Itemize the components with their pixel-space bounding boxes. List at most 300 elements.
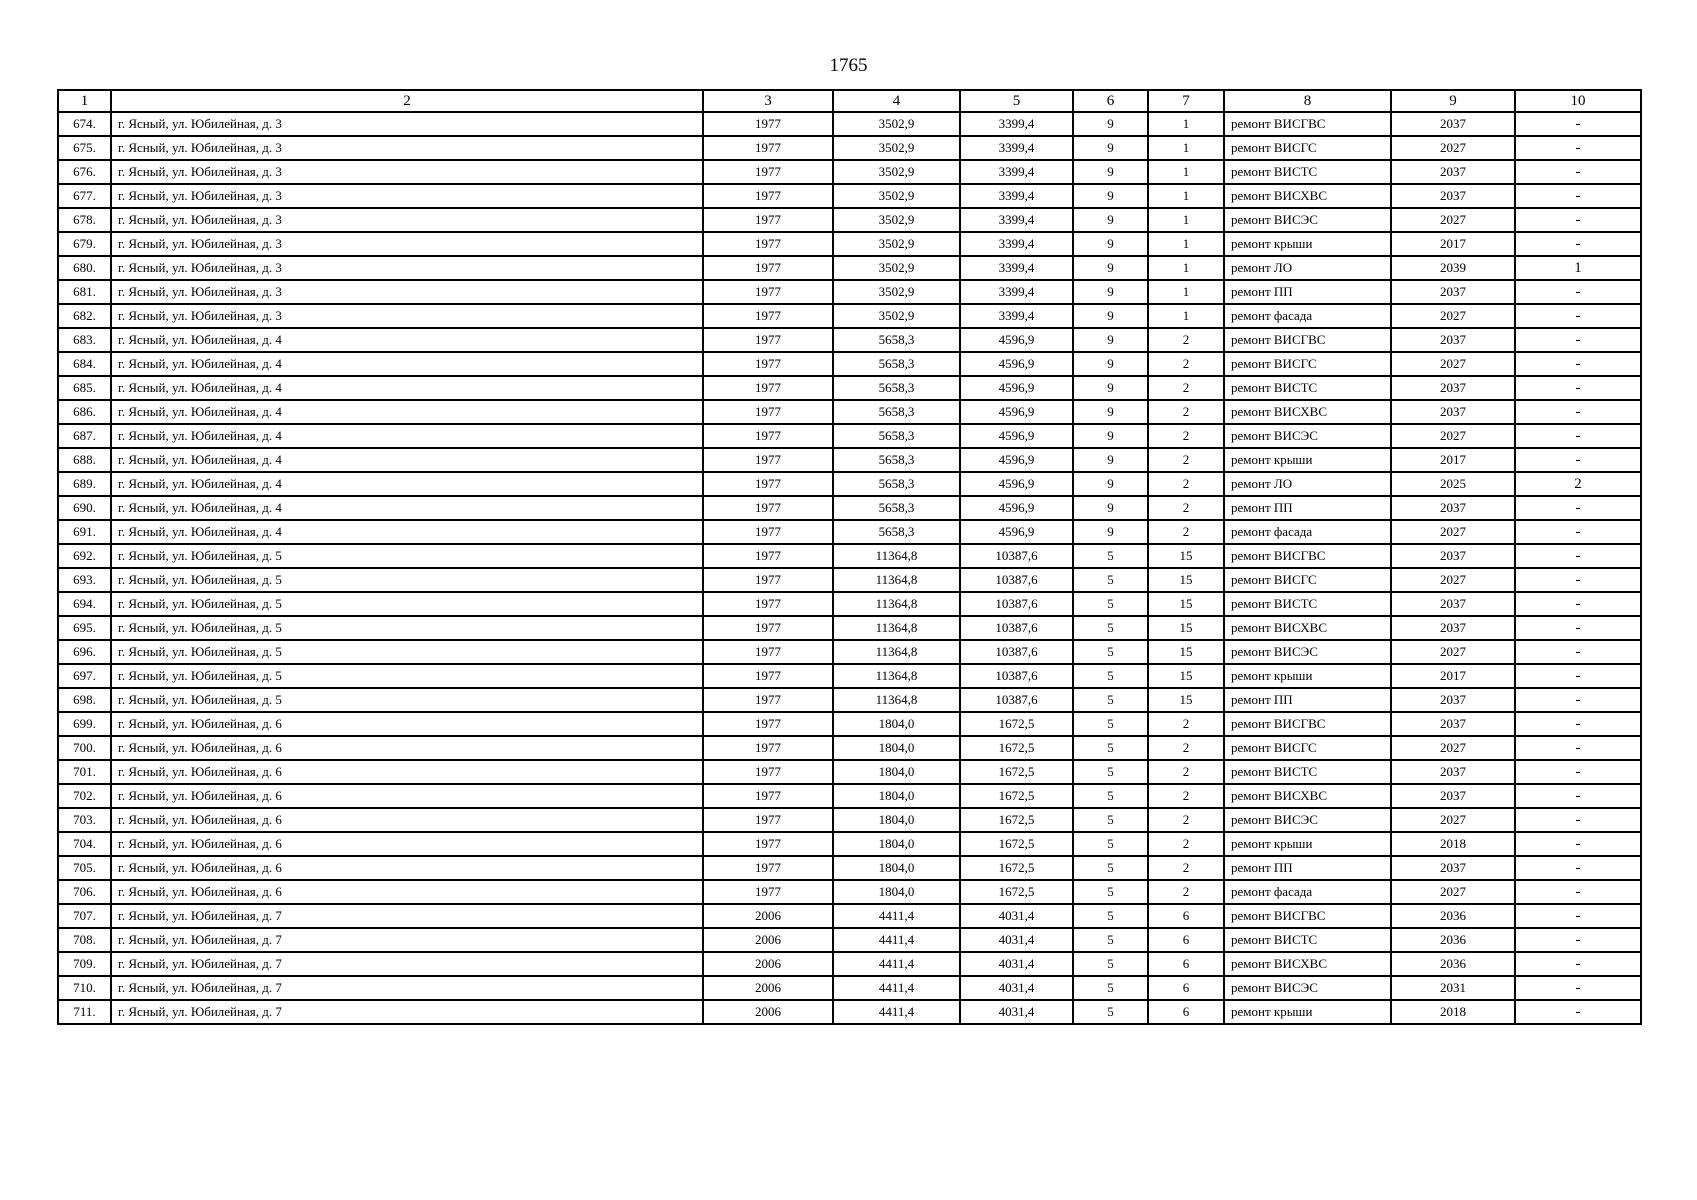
year-cell: 1977 (703, 496, 833, 520)
planned-year-cell: 2027 (1391, 808, 1515, 832)
count-cell: 1 (1515, 256, 1641, 280)
repair-schedule-table (57, 89, 1642, 1025)
planned-year-cell: 2037 (1391, 112, 1515, 136)
row-number-cell: 696. (58, 640, 111, 664)
row-number-cell: 688. (58, 448, 111, 472)
year-cell: 2006 (703, 976, 833, 1000)
count-cell: - (1515, 448, 1641, 472)
year-cell: 1977 (703, 592, 833, 616)
entrances-cell: 15 (1148, 592, 1224, 616)
total-area-cell: 4411,4 (833, 976, 960, 1000)
row-number-cell: 682. (58, 304, 111, 328)
column-header: 9 (1391, 90, 1515, 112)
address-cell: г. Ясный, ул. Юбилейная, д. 7 (111, 928, 703, 952)
total-area-cell: 11364,8 (833, 640, 960, 664)
living-area-cell: 3399,4 (960, 160, 1073, 184)
entrances-cell: 15 (1148, 688, 1224, 712)
column-header: 8 (1224, 90, 1391, 112)
address-cell: г. Ясный, ул. Юбилейная, д. 4 (111, 472, 703, 496)
entrances-cell: 1 (1148, 136, 1224, 160)
work-type-cell: ремонт ПП (1224, 688, 1391, 712)
living-area-cell: 4596,9 (960, 472, 1073, 496)
year-cell: 1977 (703, 304, 833, 328)
work-type-cell: ремонт ВИСХВС (1224, 184, 1391, 208)
count-cell: - (1515, 784, 1641, 808)
year-cell: 1977 (703, 352, 833, 376)
year-cell: 1977 (703, 376, 833, 400)
table-row (58, 256, 1641, 280)
count-cell: - (1515, 496, 1641, 520)
total-area-cell: 3502,9 (833, 256, 960, 280)
entrances-cell: 2 (1148, 784, 1224, 808)
row-number-cell: 678. (58, 208, 111, 232)
table-row (58, 832, 1641, 856)
total-area-cell: 5658,3 (833, 400, 960, 424)
work-type-cell: ремонт ВИСГВС (1224, 904, 1391, 928)
floors-cell: 5 (1073, 784, 1148, 808)
column-header: 4 (833, 90, 960, 112)
floors-cell: 5 (1073, 904, 1148, 928)
column-header: 6 (1073, 90, 1148, 112)
living-area-cell: 4596,9 (960, 448, 1073, 472)
work-type-cell: ремонт ВИСГВС (1224, 328, 1391, 352)
living-area-cell: 1672,5 (960, 712, 1073, 736)
planned-year-cell: 2037 (1391, 616, 1515, 640)
floors-cell: 9 (1073, 472, 1148, 496)
year-cell: 1977 (703, 448, 833, 472)
year-cell: 1977 (703, 712, 833, 736)
living-area-cell: 1672,5 (960, 760, 1073, 784)
count-cell: - (1515, 208, 1641, 232)
planned-year-cell: 2037 (1391, 376, 1515, 400)
total-area-cell: 5658,3 (833, 448, 960, 472)
entrances-cell: 2 (1148, 424, 1224, 448)
planned-year-cell: 2027 (1391, 208, 1515, 232)
row-number-cell: 676. (58, 160, 111, 184)
total-area-cell: 1804,0 (833, 760, 960, 784)
total-area-cell: 4411,4 (833, 1000, 960, 1024)
count-cell: - (1515, 712, 1641, 736)
table-row (58, 424, 1641, 448)
entrances-cell: 6 (1148, 1000, 1224, 1024)
year-cell: 1977 (703, 184, 833, 208)
year-cell: 1977 (703, 568, 833, 592)
entrances-cell: 1 (1148, 112, 1224, 136)
work-type-cell: ремонт ВИСГВС (1224, 112, 1391, 136)
entrances-cell: 15 (1148, 568, 1224, 592)
table-row (58, 616, 1641, 640)
address-cell: г. Ясный, ул. Юбилейная, д. 6 (111, 832, 703, 856)
column-header: 3 (703, 90, 833, 112)
work-type-cell: ремонт ВИСТС (1224, 160, 1391, 184)
floors-cell: 9 (1073, 112, 1148, 136)
planned-year-cell: 2037 (1391, 712, 1515, 736)
living-area-cell: 10387,6 (960, 664, 1073, 688)
year-cell: 2006 (703, 952, 833, 976)
planned-year-cell: 2027 (1391, 640, 1515, 664)
planned-year-cell: 2037 (1391, 328, 1515, 352)
work-type-cell: ремонт ПП (1224, 496, 1391, 520)
floors-cell: 9 (1073, 184, 1148, 208)
living-area-cell: 3399,4 (960, 232, 1073, 256)
count-cell: - (1515, 280, 1641, 304)
year-cell: 1977 (703, 280, 833, 304)
floors-cell: 9 (1073, 328, 1148, 352)
floors-cell: 9 (1073, 352, 1148, 376)
table-row (58, 568, 1641, 592)
floors-cell: 5 (1073, 928, 1148, 952)
living-area-cell: 4031,4 (960, 904, 1073, 928)
floors-cell: 9 (1073, 448, 1148, 472)
year-cell: 1977 (703, 808, 833, 832)
row-number-cell: 691. (58, 520, 111, 544)
living-area-cell: 3399,4 (960, 256, 1073, 280)
planned-year-cell: 2037 (1391, 496, 1515, 520)
entrances-cell: 2 (1148, 880, 1224, 904)
planned-year-cell: 2037 (1391, 856, 1515, 880)
row-number-cell: 677. (58, 184, 111, 208)
living-area-cell: 3399,4 (960, 304, 1073, 328)
address-cell: г. Ясный, ул. Юбилейная, д. 4 (111, 520, 703, 544)
floors-cell: 5 (1073, 1000, 1148, 1024)
total-area-cell: 4411,4 (833, 928, 960, 952)
planned-year-cell: 2017 (1391, 664, 1515, 688)
floors-cell: 5 (1073, 640, 1148, 664)
total-area-cell: 11364,8 (833, 544, 960, 568)
work-type-cell: ремонт ВИСГС (1224, 736, 1391, 760)
table-row (58, 232, 1641, 256)
table-row (58, 664, 1641, 688)
address-cell: г. Ясный, ул. Юбилейная, д. 5 (111, 664, 703, 688)
row-number-cell: 701. (58, 760, 111, 784)
planned-year-cell: 2017 (1391, 232, 1515, 256)
row-number-cell: 699. (58, 712, 111, 736)
work-type-cell: ремонт ПП (1224, 856, 1391, 880)
total-area-cell: 11364,8 (833, 664, 960, 688)
total-area-cell: 11364,8 (833, 592, 960, 616)
floors-cell: 5 (1073, 808, 1148, 832)
row-number-cell: 697. (58, 664, 111, 688)
row-number-cell: 686. (58, 400, 111, 424)
year-cell: 1977 (703, 520, 833, 544)
row-number-cell: 705. (58, 856, 111, 880)
total-area-cell: 3502,9 (833, 304, 960, 328)
living-area-cell: 1672,5 (960, 808, 1073, 832)
row-number-cell: 675. (58, 136, 111, 160)
count-cell: - (1515, 904, 1641, 928)
row-number-cell: 689. (58, 472, 111, 496)
column-header: 1 (58, 90, 111, 112)
row-number-cell: 695. (58, 616, 111, 640)
address-cell: г. Ясный, ул. Юбилейная, д. 3 (111, 256, 703, 280)
work-type-cell: ремонт крыши (1224, 832, 1391, 856)
living-area-cell: 10387,6 (960, 592, 1073, 616)
row-number-cell: 694. (58, 592, 111, 616)
floors-cell: 9 (1073, 520, 1148, 544)
count-cell: - (1515, 976, 1641, 1000)
year-cell: 1977 (703, 208, 833, 232)
year-cell: 1977 (703, 784, 833, 808)
work-type-cell: ремонт фасада (1224, 880, 1391, 904)
address-cell: г. Ясный, ул. Юбилейная, д. 3 (111, 160, 703, 184)
entrances-cell: 2 (1148, 376, 1224, 400)
planned-year-cell: 2037 (1391, 760, 1515, 784)
address-cell: г. Ясный, ул. Юбилейная, д. 5 (111, 616, 703, 640)
living-area-cell: 10387,6 (960, 688, 1073, 712)
floors-cell: 5 (1073, 664, 1148, 688)
living-area-cell: 3399,4 (960, 280, 1073, 304)
living-area-cell: 3399,4 (960, 184, 1073, 208)
work-type-cell: ремонт ВИСХВС (1224, 784, 1391, 808)
count-cell: - (1515, 832, 1641, 856)
table-row (58, 760, 1641, 784)
count-cell: - (1515, 688, 1641, 712)
living-area-cell: 10387,6 (960, 568, 1073, 592)
work-type-cell: ремонт ВИСХВС (1224, 616, 1391, 640)
planned-year-cell: 2027 (1391, 352, 1515, 376)
table-row (58, 808, 1641, 832)
total-area-cell: 5658,3 (833, 520, 960, 544)
address-cell: г. Ясный, ул. Юбилейная, д. 4 (111, 352, 703, 376)
total-area-cell: 5658,3 (833, 328, 960, 352)
address-cell: г. Ясный, ул. Юбилейная, д. 3 (111, 112, 703, 136)
address-cell: г. Ясный, ул. Юбилейная, д. 7 (111, 952, 703, 976)
planned-year-cell: 2036 (1391, 952, 1515, 976)
year-cell: 1977 (703, 856, 833, 880)
entrances-cell: 15 (1148, 616, 1224, 640)
address-cell: г. Ясный, ул. Юбилейная, д. 6 (111, 712, 703, 736)
work-type-cell: ремонт ВИСЭС (1224, 208, 1391, 232)
entrances-cell: 2 (1148, 760, 1224, 784)
total-area-cell: 5658,3 (833, 352, 960, 376)
year-cell: 1977 (703, 664, 833, 688)
year-cell: 1977 (703, 424, 833, 448)
total-area-cell: 4411,4 (833, 952, 960, 976)
row-number-cell: 681. (58, 280, 111, 304)
year-cell: 2006 (703, 928, 833, 952)
row-number-cell: 692. (58, 544, 111, 568)
address-cell: г. Ясный, ул. Юбилейная, д. 5 (111, 640, 703, 664)
column-header: 2 (111, 90, 703, 112)
floors-cell: 9 (1073, 232, 1148, 256)
entrances-cell: 1 (1148, 280, 1224, 304)
address-cell: г. Ясный, ул. Юбилейная, д. 3 (111, 232, 703, 256)
entrances-cell: 2 (1148, 352, 1224, 376)
count-cell: - (1515, 736, 1641, 760)
work-type-cell: ремонт ВИСЭС (1224, 424, 1391, 448)
floors-cell: 5 (1073, 712, 1148, 736)
address-cell: г. Ясный, ул. Юбилейная, д. 6 (111, 760, 703, 784)
entrances-cell: 2 (1148, 328, 1224, 352)
living-area-cell: 3399,4 (960, 208, 1073, 232)
count-cell: - (1515, 328, 1641, 352)
table-row (58, 448, 1641, 472)
row-number-cell: 706. (58, 880, 111, 904)
entrances-cell: 1 (1148, 256, 1224, 280)
floors-cell: 9 (1073, 136, 1148, 160)
table-row (58, 952, 1641, 976)
entrances-cell: 2 (1148, 712, 1224, 736)
work-type-cell: ремонт ВИСГВС (1224, 544, 1391, 568)
count-cell: - (1515, 136, 1641, 160)
address-cell: г. Ясный, ул. Юбилейная, д. 6 (111, 784, 703, 808)
floors-cell: 5 (1073, 688, 1148, 712)
entrances-cell: 2 (1148, 448, 1224, 472)
count-cell: - (1515, 928, 1641, 952)
table-row (58, 904, 1641, 928)
count-cell: - (1515, 592, 1641, 616)
floors-cell: 5 (1073, 976, 1148, 1000)
living-area-cell: 4596,9 (960, 424, 1073, 448)
table-body (58, 90, 1641, 1024)
planned-year-cell: 2031 (1391, 976, 1515, 1000)
entrances-cell: 1 (1148, 304, 1224, 328)
address-cell: г. Ясный, ул. Юбилейная, д. 4 (111, 400, 703, 424)
total-area-cell: 1804,0 (833, 808, 960, 832)
row-number-cell: 703. (58, 808, 111, 832)
living-area-cell: 4596,9 (960, 520, 1073, 544)
row-number-cell: 683. (58, 328, 111, 352)
table-row (58, 736, 1641, 760)
entrances-cell: 2 (1148, 808, 1224, 832)
planned-year-cell: 2027 (1391, 880, 1515, 904)
year-cell: 1977 (703, 832, 833, 856)
total-area-cell: 3502,9 (833, 208, 960, 232)
work-type-cell: ремонт крыши (1224, 1000, 1391, 1024)
address-cell: г. Ясный, ул. Юбилейная, д. 6 (111, 808, 703, 832)
entrances-cell: 2 (1148, 400, 1224, 424)
year-cell: 1977 (703, 256, 833, 280)
count-cell: - (1515, 760, 1641, 784)
address-cell: г. Ясный, ул. Юбилейная, д. 5 (111, 592, 703, 616)
living-area-cell: 1672,5 (960, 856, 1073, 880)
total-area-cell: 3502,9 (833, 280, 960, 304)
row-number-cell: 680. (58, 256, 111, 280)
total-area-cell: 1804,0 (833, 712, 960, 736)
column-header: 5 (960, 90, 1073, 112)
floors-cell: 9 (1073, 376, 1148, 400)
entrances-cell: 2 (1148, 856, 1224, 880)
table-row (58, 544, 1641, 568)
count-cell: - (1515, 184, 1641, 208)
table-row (58, 376, 1641, 400)
address-cell: г. Ясный, ул. Юбилейная, д. 3 (111, 280, 703, 304)
living-area-cell: 1672,5 (960, 784, 1073, 808)
floors-cell: 9 (1073, 160, 1148, 184)
work-type-cell: ремонт ВИСХВС (1224, 952, 1391, 976)
address-cell: г. Ясный, ул. Юбилейная, д. 3 (111, 208, 703, 232)
living-area-cell: 1672,5 (960, 736, 1073, 760)
living-area-cell: 4596,9 (960, 352, 1073, 376)
planned-year-cell: 2036 (1391, 904, 1515, 928)
count-cell: - (1515, 160, 1641, 184)
floors-cell: 9 (1073, 424, 1148, 448)
total-area-cell: 5658,3 (833, 496, 960, 520)
count-cell: - (1515, 424, 1641, 448)
row-number-cell: 698. (58, 688, 111, 712)
entrances-cell: 6 (1148, 976, 1224, 1000)
total-area-cell: 3502,9 (833, 160, 960, 184)
work-type-cell: ремонт фасада (1224, 520, 1391, 544)
work-type-cell: ремонт крыши (1224, 448, 1391, 472)
total-area-cell: 1804,0 (833, 784, 960, 808)
table-row (58, 640, 1641, 664)
address-cell: г. Ясный, ул. Юбилейная, д. 5 (111, 568, 703, 592)
planned-year-cell: 2039 (1391, 256, 1515, 280)
row-number-cell: 685. (58, 376, 111, 400)
address-cell: г. Ясный, ул. Юбилейная, д. 4 (111, 496, 703, 520)
year-cell: 1977 (703, 688, 833, 712)
planned-year-cell: 2017 (1391, 448, 1515, 472)
address-cell: г. Ясный, ул. Юбилейная, д. 4 (111, 424, 703, 448)
work-type-cell: ремонт ВИСГС (1224, 352, 1391, 376)
count-cell: - (1515, 808, 1641, 832)
address-cell: г. Ясный, ул. Юбилейная, д. 4 (111, 448, 703, 472)
table-row (58, 472, 1641, 496)
work-type-cell: ремонт крыши (1224, 232, 1391, 256)
floors-cell: 5 (1073, 568, 1148, 592)
living-area-cell: 1672,5 (960, 880, 1073, 904)
work-type-cell: ремонт ВИСЭС (1224, 976, 1391, 1000)
planned-year-cell: 2037 (1391, 400, 1515, 424)
planned-year-cell: 2037 (1391, 280, 1515, 304)
floors-cell: 5 (1073, 616, 1148, 640)
table-row (58, 160, 1641, 184)
count-cell: - (1515, 520, 1641, 544)
address-cell: г. Ясный, ул. Юбилейная, д. 3 (111, 304, 703, 328)
row-number-cell: 709. (58, 952, 111, 976)
count-cell: - (1515, 664, 1641, 688)
floors-cell: 5 (1073, 856, 1148, 880)
living-area-cell: 4596,9 (960, 328, 1073, 352)
work-type-cell: ремонт ВИСЭС (1224, 808, 1391, 832)
living-area-cell: 10387,6 (960, 544, 1073, 568)
address-cell: г. Ясный, ул. Юбилейная, д. 7 (111, 1000, 703, 1024)
floors-cell: 9 (1073, 208, 1148, 232)
work-type-cell: ремонт ВИСГВС (1224, 712, 1391, 736)
count-cell: - (1515, 856, 1641, 880)
work-type-cell: ремонт ВИСЭС (1224, 640, 1391, 664)
address-cell: г. Ясный, ул. Юбилейная, д. 5 (111, 544, 703, 568)
planned-year-cell: 2037 (1391, 160, 1515, 184)
total-area-cell: 3502,9 (833, 232, 960, 256)
table-row (58, 136, 1641, 160)
total-area-cell: 11364,8 (833, 568, 960, 592)
planned-year-cell: 2027 (1391, 736, 1515, 760)
year-cell: 1977 (703, 136, 833, 160)
year-cell: 1977 (703, 328, 833, 352)
floors-cell: 5 (1073, 736, 1148, 760)
floors-cell: 9 (1073, 496, 1148, 520)
table-row (58, 400, 1641, 424)
entrances-cell: 1 (1148, 208, 1224, 232)
row-number-cell: 702. (58, 784, 111, 808)
count-cell: 2 (1515, 472, 1641, 496)
page-number: 1765 (829, 55, 868, 76)
year-cell: 2006 (703, 1000, 833, 1024)
planned-year-cell: 2037 (1391, 784, 1515, 808)
floors-cell: 5 (1073, 544, 1148, 568)
work-type-cell: ремонт фасада (1224, 304, 1391, 328)
column-number-header-row (58, 90, 1641, 112)
table-row (58, 976, 1641, 1000)
count-cell: - (1515, 640, 1641, 664)
year-cell: 1977 (703, 112, 833, 136)
entrances-cell: 15 (1148, 664, 1224, 688)
floors-cell: 9 (1073, 256, 1148, 280)
work-type-cell: ремонт ВИСГС (1224, 568, 1391, 592)
living-area-cell: 4031,4 (960, 976, 1073, 1000)
